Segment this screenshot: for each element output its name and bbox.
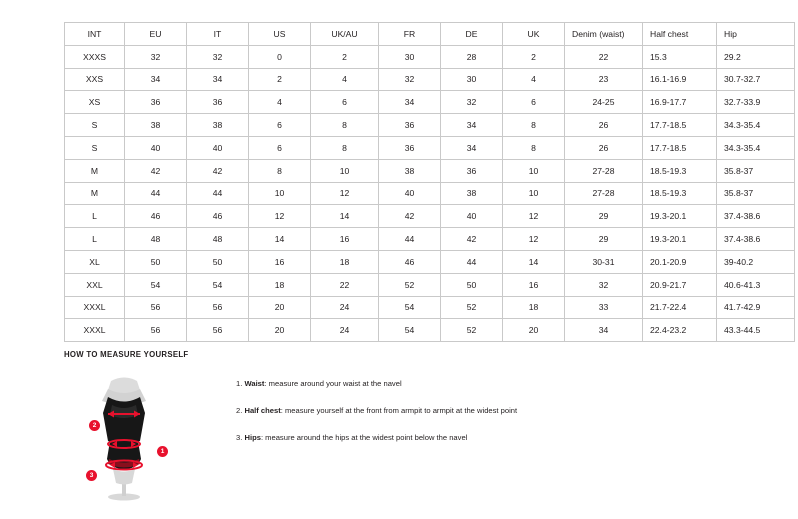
cell-uk-au: 8 — [311, 136, 379, 159]
cell-de: 30 — [441, 68, 503, 91]
cell-uk-au: 6 — [311, 91, 379, 114]
cell-uk-au: 2 — [311, 45, 379, 68]
cell-denim-waist: 24-25 — [565, 91, 643, 114]
cell-half-chest: 15.3 — [643, 45, 717, 68]
step-number-2: 2. — [236, 406, 243, 416]
measure-step-waist — [236, 379, 517, 388]
measure-step-half-chest — [236, 406, 517, 415]
cell-de: 34 — [441, 136, 503, 159]
cell-eu: 46 — [125, 205, 187, 228]
how-to-measure-title: HOW TO MEASURE YOURSELF — [64, 350, 189, 359]
step-number-1: 1. — [236, 379, 243, 388]
step-term-waist: Waist — [244, 379, 265, 388]
cell-denim-waist: 30-31 — [565, 250, 643, 273]
size-chart-table — [64, 22, 795, 342]
cell-hip: 35.8-37 — [717, 182, 795, 205]
column-header-hip: Hip — [717, 23, 795, 46]
cell-it: 56 — [187, 296, 249, 319]
cell-uk: 10 — [503, 159, 565, 182]
cell-us: 16 — [249, 250, 311, 273]
cell-denim-waist: 27-28 — [565, 182, 643, 205]
cell-half-chest: 19.3-20.1 — [643, 228, 717, 251]
cell-uk: 20 — [503, 319, 565, 342]
cell-eu: 54 — [125, 273, 187, 296]
cell-hip: 39-40.2 — [717, 250, 795, 273]
cell-denim-waist: 29 — [565, 228, 643, 251]
cell-int: L — [65, 228, 125, 251]
cell-it: 48 — [187, 228, 249, 251]
cell-it: 46 — [187, 205, 249, 228]
table-row — [65, 319, 795, 342]
cell-fr: 46 — [379, 250, 441, 273]
cell-it: 32 — [187, 45, 249, 68]
cell-denim-waist: 22 — [565, 45, 643, 68]
cell-int: XL — [65, 250, 125, 273]
cell-eu: 34 — [125, 68, 187, 91]
cell-uk: 16 — [503, 273, 565, 296]
cell-half-chest: 19.3-20.1 — [643, 205, 717, 228]
cell-fr: 36 — [379, 136, 441, 159]
cell-int: XS — [65, 91, 125, 114]
cell-us: 4 — [249, 91, 311, 114]
cell-de: 50 — [441, 273, 503, 296]
cell-uk: 12 — [503, 205, 565, 228]
cell-it: 36 — [187, 91, 249, 114]
cell-fr: 42 — [379, 205, 441, 228]
cell-uk-au: 12 — [311, 182, 379, 205]
cell-denim-waist: 27-28 — [565, 159, 643, 182]
cell-uk: 2 — [503, 45, 565, 68]
cell-int: S — [65, 136, 125, 159]
cell-it: 54 — [187, 273, 249, 296]
cell-denim-waist: 33 — [565, 296, 643, 319]
cell-denim-waist: 26 — [565, 136, 643, 159]
cell-fr: 38 — [379, 159, 441, 182]
cell-it: 42 — [187, 159, 249, 182]
cell-hip: 30.7-32.7 — [717, 68, 795, 91]
table-row — [65, 296, 795, 319]
cell-de: 34 — [441, 114, 503, 137]
cell-uk-au: 24 — [311, 296, 379, 319]
table-header — [65, 23, 795, 46]
step-term-half-chest: Half chest — [244, 406, 281, 416]
cell-fr: 40 — [379, 182, 441, 205]
cell-fr: 30 — [379, 45, 441, 68]
cell-uk-au: 8 — [311, 114, 379, 137]
step-number-3: 3. — [236, 433, 243, 443]
cell-hip: 40.6-41.3 — [717, 273, 795, 296]
table-row — [65, 45, 795, 68]
cell-denim-waist: 23 — [565, 68, 643, 91]
cell-eu: 38 — [125, 114, 187, 137]
cell-half-chest: 16.1-16.9 — [643, 68, 717, 91]
cell-int: XXXS — [65, 45, 125, 68]
cell-hip: 43.3-44.5 — [717, 319, 795, 342]
cell-fr: 34 — [379, 91, 441, 114]
cell-hip: 34.3-35.4 — [717, 114, 795, 137]
cell-us: 6 — [249, 136, 311, 159]
table-row — [65, 182, 795, 205]
cell-eu: 40 — [125, 136, 187, 159]
step-text-hips: : measure around the hips at the widest point below the navel — [260, 433, 468, 443]
cell-de: 38 — [441, 182, 503, 205]
cell-fr: 54 — [379, 296, 441, 319]
cell-hip: 29.2 — [717, 45, 795, 68]
measure-step-hips — [236, 433, 517, 442]
mannequin-illustration — [64, 373, 184, 503]
table-header-row — [65, 23, 795, 46]
cell-eu: 48 — [125, 228, 187, 251]
cell-it: 50 — [187, 250, 249, 273]
how-to-measure-section — [64, 350, 744, 503]
cell-de: 44 — [441, 250, 503, 273]
cell-fr: 36 — [379, 114, 441, 137]
cell-denim-waist: 32 — [565, 273, 643, 296]
cell-eu: 56 — [125, 319, 187, 342]
column-header-denim-waist: Denim (waist) — [565, 23, 643, 46]
cell-de: 52 — [441, 319, 503, 342]
cell-half-chest: 22.4-23.2 — [643, 319, 717, 342]
cell-half-chest: 16.9-17.7 — [643, 91, 717, 114]
step-text-half-chest: : measure yourself at the front from armpit to armpit at the widest point — [280, 406, 518, 416]
cell-hip: 37.4-38.6 — [717, 205, 795, 228]
cell-uk-au: 10 — [311, 159, 379, 182]
cell-us: 10 — [249, 182, 311, 205]
cell-int: M — [65, 159, 125, 182]
marker-3: 3 — [86, 470, 97, 481]
cell-hip: 35.8-37 — [717, 159, 795, 182]
size-chart-container — [64, 22, 761, 342]
cell-us: 0 — [249, 45, 311, 68]
cell-it: 40 — [187, 136, 249, 159]
cell-uk-au: 4 — [311, 68, 379, 91]
cell-hip: 41.7-42.9 — [717, 296, 795, 319]
cell-eu: 56 — [125, 296, 187, 319]
mannequin-figure-icon — [64, 373, 184, 503]
cell-uk: 8 — [503, 114, 565, 137]
cell-us: 6 — [249, 114, 311, 137]
cell-it: 38 — [187, 114, 249, 137]
column-header-de: DE — [441, 23, 503, 46]
column-header-uk-au: UK/AU — [311, 23, 379, 46]
cell-it: 44 — [187, 182, 249, 205]
cell-de: 32 — [441, 91, 503, 114]
column-header-it: IT — [187, 23, 249, 46]
cell-us: 20 — [249, 319, 311, 342]
cell-uk: 12 — [503, 228, 565, 251]
cell-uk: 18 — [503, 296, 565, 319]
table-row — [65, 159, 795, 182]
cell-us: 12 — [249, 205, 311, 228]
column-header-fr: FR — [379, 23, 441, 46]
table-row — [65, 91, 795, 114]
cell-de: 40 — [441, 205, 503, 228]
cell-int: L — [65, 205, 125, 228]
table-row — [65, 273, 795, 296]
how-to-measure-body — [64, 373, 744, 503]
cell-half-chest: 21.7-22.4 — [643, 296, 717, 319]
cell-uk-au: 18 — [311, 250, 379, 273]
cell-uk: 4 — [503, 68, 565, 91]
table-row — [65, 205, 795, 228]
cell-hip: 32.7-33.9 — [717, 91, 795, 114]
cell-half-chest: 20.1-20.9 — [643, 250, 717, 273]
cell-us: 2 — [249, 68, 311, 91]
step-term-hips: Hips — [244, 433, 261, 443]
cell-it: 34 — [187, 68, 249, 91]
table-row — [65, 114, 795, 137]
cell-int: XXXL — [65, 319, 125, 342]
cell-uk: 8 — [503, 136, 565, 159]
cell-half-chest: 17.7-18.5 — [643, 136, 717, 159]
cell-eu: 42 — [125, 159, 187, 182]
cell-hip: 34.3-35.4 — [717, 136, 795, 159]
cell-us: 18 — [249, 273, 311, 296]
table-row — [65, 250, 795, 273]
cell-int: XXL — [65, 273, 125, 296]
column-header-us: US — [249, 23, 311, 46]
column-header-half-chest: Half chest — [643, 23, 717, 46]
cell-denim-waist: 26 — [565, 114, 643, 137]
cell-int: XXS — [65, 68, 125, 91]
cell-int: M — [65, 182, 125, 205]
cell-int: XXXL — [65, 296, 125, 319]
cell-uk: 6 — [503, 91, 565, 114]
cell-fr: 44 — [379, 228, 441, 251]
cell-us: 20 — [249, 296, 311, 319]
cell-uk: 10 — [503, 182, 565, 205]
cell-uk: 14 — [503, 250, 565, 273]
cell-uk-au: 14 — [311, 205, 379, 228]
cell-uk-au: 16 — [311, 228, 379, 251]
cell-half-chest: 18.5-19.3 — [643, 182, 717, 205]
cell-denim-waist: 29 — [565, 205, 643, 228]
table-body — [65, 45, 795, 341]
cell-eu: 36 — [125, 91, 187, 114]
cell-fr: 54 — [379, 319, 441, 342]
cell-us: 8 — [249, 159, 311, 182]
cell-half-chest: 18.5-19.3 — [643, 159, 717, 182]
column-header-uk: UK — [503, 23, 565, 46]
cell-int: S — [65, 114, 125, 137]
cell-eu: 32 — [125, 45, 187, 68]
cell-de: 52 — [441, 296, 503, 319]
cell-uk-au: 22 — [311, 273, 379, 296]
column-header-int: INT — [65, 23, 125, 46]
cell-hip: 37.4-38.6 — [717, 228, 795, 251]
cell-fr: 32 — [379, 68, 441, 91]
cell-half-chest: 17.7-18.5 — [643, 114, 717, 137]
table-row — [65, 228, 795, 251]
table-row — [65, 136, 795, 159]
measure-steps-list — [236, 379, 517, 460]
cell-eu: 50 — [125, 250, 187, 273]
cell-fr: 52 — [379, 273, 441, 296]
cell-de: 28 — [441, 45, 503, 68]
step-text-waist: : measure around your waist at the navel — [264, 379, 402, 388]
cell-de: 42 — [441, 228, 503, 251]
cell-eu: 44 — [125, 182, 187, 205]
cell-us: 14 — [249, 228, 311, 251]
cell-denim-waist: 34 — [565, 319, 643, 342]
marker-2: 2 — [89, 420, 100, 431]
cell-it: 56 — [187, 319, 249, 342]
column-header-eu: EU — [125, 23, 187, 46]
cell-uk-au: 24 — [311, 319, 379, 342]
table-row — [65, 68, 795, 91]
marker-1: 1 — [157, 446, 168, 457]
cell-half-chest: 20.9-21.7 — [643, 273, 717, 296]
cell-de: 36 — [441, 159, 503, 182]
